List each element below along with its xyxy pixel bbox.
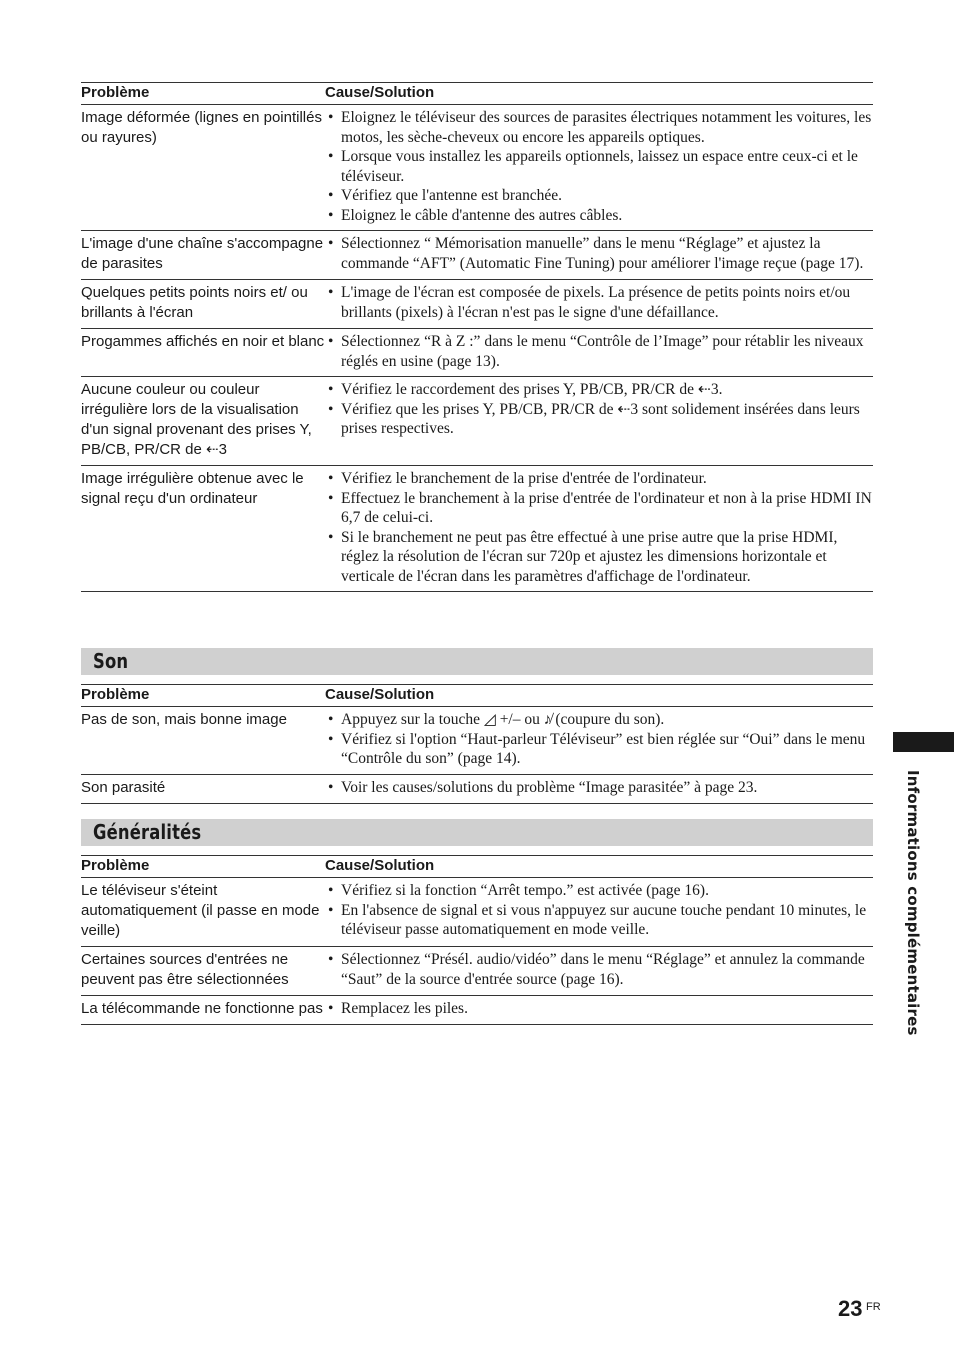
chapter-tab-marker <box>893 732 954 752</box>
solution-cell <box>325 947 873 996</box>
header-solution: Cause/Solution <box>325 83 873 105</box>
table-row <box>81 996 873 1025</box>
solution-cell <box>325 466 873 592</box>
problem-cell: Le téléviseur s'éteint automatiquement (il passe en mode veille) <box>81 878 325 947</box>
generalites-troubleshooting-table <box>81 855 873 1025</box>
solution-list <box>325 332 873 371</box>
solution-list <box>325 469 873 586</box>
table-header-row <box>81 83 873 105</box>
solution-list <box>325 380 873 439</box>
solution-cell <box>325 280 873 329</box>
table-row <box>81 329 873 377</box>
table-row <box>81 280 873 329</box>
solution-item: • Vérifiez le branchement de la prise d'entrée de l'ordinateur. <box>325 469 873 489</box>
problem-cell: Aucune couleur ou couleur irrégulière lors de la visualisation d'un signal provenant des prises Y, PB/CB, PR/CR de ⇠3 <box>81 377 325 466</box>
solution-cell <box>325 231 873 280</box>
problem-cell: Image irrégulière obtenue avec le signal reçu d'un ordinateur <box>81 466 325 592</box>
table-row <box>81 105 873 231</box>
section-title-generalites: Généralités <box>93 820 202 844</box>
solution-item: • Sélectionnez “ Mémorisation manuelle” dans le menu “Réglage” et ajustez la commande “AFT” (Automatic Fine Tuning) pour améliorer l'image reçue (page 17). <box>325 234 873 273</box>
problem-cell: Quelques petits points noirs et/ ou brillants à l'écran <box>81 280 325 329</box>
table-row <box>81 377 873 466</box>
son-troubleshooting-table <box>81 684 873 804</box>
section-heading-generalites <box>81 819 873 846</box>
solution-item: • Eloignez le câble d'antenne des autres câbles. <box>325 206 873 226</box>
problem-cell: Son parasité <box>81 774 325 803</box>
solution-item: • L'image de l'écran est composée de pixels. La présence de petits points noirs et/ou brillants (pixels) à l'écran n'est pas le signe d'une défaillance. <box>325 283 873 322</box>
solution-list <box>325 710 873 769</box>
solution-item: • Vérifiez le raccordement des prises Y, PB/CB, PR/CR de ⇠3. <box>325 380 873 400</box>
solution-list <box>325 283 873 322</box>
header-problem: Problème <box>81 83 325 105</box>
problem-cell: La télécommande ne fonctionne pas <box>81 996 325 1025</box>
header-problem: Problème <box>81 856 325 878</box>
problem-cell: Pas de son, mais bonne image <box>81 707 325 775</box>
solution-cell <box>325 774 873 803</box>
chapter-side-label: Informations complémentaires <box>904 770 922 1036</box>
solution-item: • Sélectionnez “Présél. audio/vidéo” dans le menu “Réglage” et annulez la commande “Saut” de la source d'entrée source (page 16). <box>325 950 873 989</box>
problem-cell: Progammes affichés en noir et blanc <box>81 329 325 377</box>
solution-cell <box>325 377 873 466</box>
solution-cell <box>325 996 873 1025</box>
image-troubleshooting-table <box>81 82 873 592</box>
section-heading-son <box>81 648 873 675</box>
table-row <box>81 707 873 775</box>
page-number: 23 <box>838 1296 863 1321</box>
solution-item: • Vérifiez si l'option “Haut-parleur Téléviseur” est bien réglée sur “Oui” dans le menu “Contrôle du son” (page 14). <box>325 730 873 769</box>
solution-item: • Appuyez sur la touche ◿ +/– ou ♪̸ (coupure du son). <box>325 710 873 730</box>
problem-cell: L'image d'une chaîne s'accompagne de parasites <box>81 231 325 280</box>
solution-item: • En l'absence de signal et si vous n'appuyez sur aucune touche pendant 10 minutes, le téléviseur passe automatiquement en mode veille. <box>325 901 873 940</box>
solution-item: • Vérifiez si la fonction “Arrêt tempo.” est activée (page 16). <box>325 881 873 901</box>
solution-cell <box>325 329 873 377</box>
table-row <box>81 878 873 947</box>
solution-item: • Sélectionnez “R à Z :” dans le menu “Contrôle de l’Image” pour rétablir les niveaux réglés en usine (page 13). <box>325 332 873 371</box>
header-solution: Cause/Solution <box>325 685 873 707</box>
table-row <box>81 466 873 592</box>
table-header-row <box>81 856 873 878</box>
problem-cell: Image déformée (lignes en pointillés ou rayures) <box>81 105 325 231</box>
problem-cell: Certaines sources d'entrées ne peuvent pas être sélectionnées <box>81 947 325 996</box>
solution-item: • Lorsque vous installez les appareils optionnels, laissez un espace entre ceux-ci et le téléviseur. <box>325 147 873 186</box>
solution-item: • Effectuez le branchement à la prise d'entrée de l'ordinateur et non à la prise HDMI IN 6,7 de celui-ci. <box>325 489 873 528</box>
section-title-son: Son <box>93 649 129 673</box>
table-row <box>81 947 873 996</box>
page-language-code: FR <box>866 1301 881 1313</box>
solution-list <box>325 234 873 273</box>
header-problem: Problème <box>81 685 325 707</box>
header-solution: Cause/Solution <box>325 856 873 878</box>
solution-list <box>325 999 873 1019</box>
solution-list <box>325 950 873 989</box>
solution-item: • Voir les causes/solutions du problème “Image parasitée” à page 23. <box>325 778 873 798</box>
solution-item: • Remplacez les piles. <box>325 999 873 1019</box>
solution-cell <box>325 105 873 231</box>
solution-cell <box>325 707 873 775</box>
solution-item: • Vérifiez que les prises Y, PB/CB, PR/CR de ⇠3 sont solidement insérées dans leurs prises respectives. <box>325 400 873 439</box>
solution-cell <box>325 878 873 947</box>
solution-list <box>325 108 873 225</box>
solution-list <box>325 881 873 940</box>
solution-list <box>325 778 873 798</box>
table-row <box>81 231 873 280</box>
solution-item: • Si le branchement ne peut pas être effectué à une prise autre que la prise HDMI, réglez la résolution de l'écran sur 720p et ajustez les dimensions horizontale et verticale de l'écran dans les paramètres d'affichage de l'ordinateur. <box>325 528 873 587</box>
table-header-row <box>81 685 873 707</box>
table-row <box>81 774 873 803</box>
solution-item: • Eloignez le téléviseur des sources de parasites électriques notamment les voitures, les motos, les sèche-cheveux ou encore les appareils optiques. <box>325 108 873 147</box>
solution-item: • Vérifiez que l'antenne est branchée. <box>325 186 873 206</box>
